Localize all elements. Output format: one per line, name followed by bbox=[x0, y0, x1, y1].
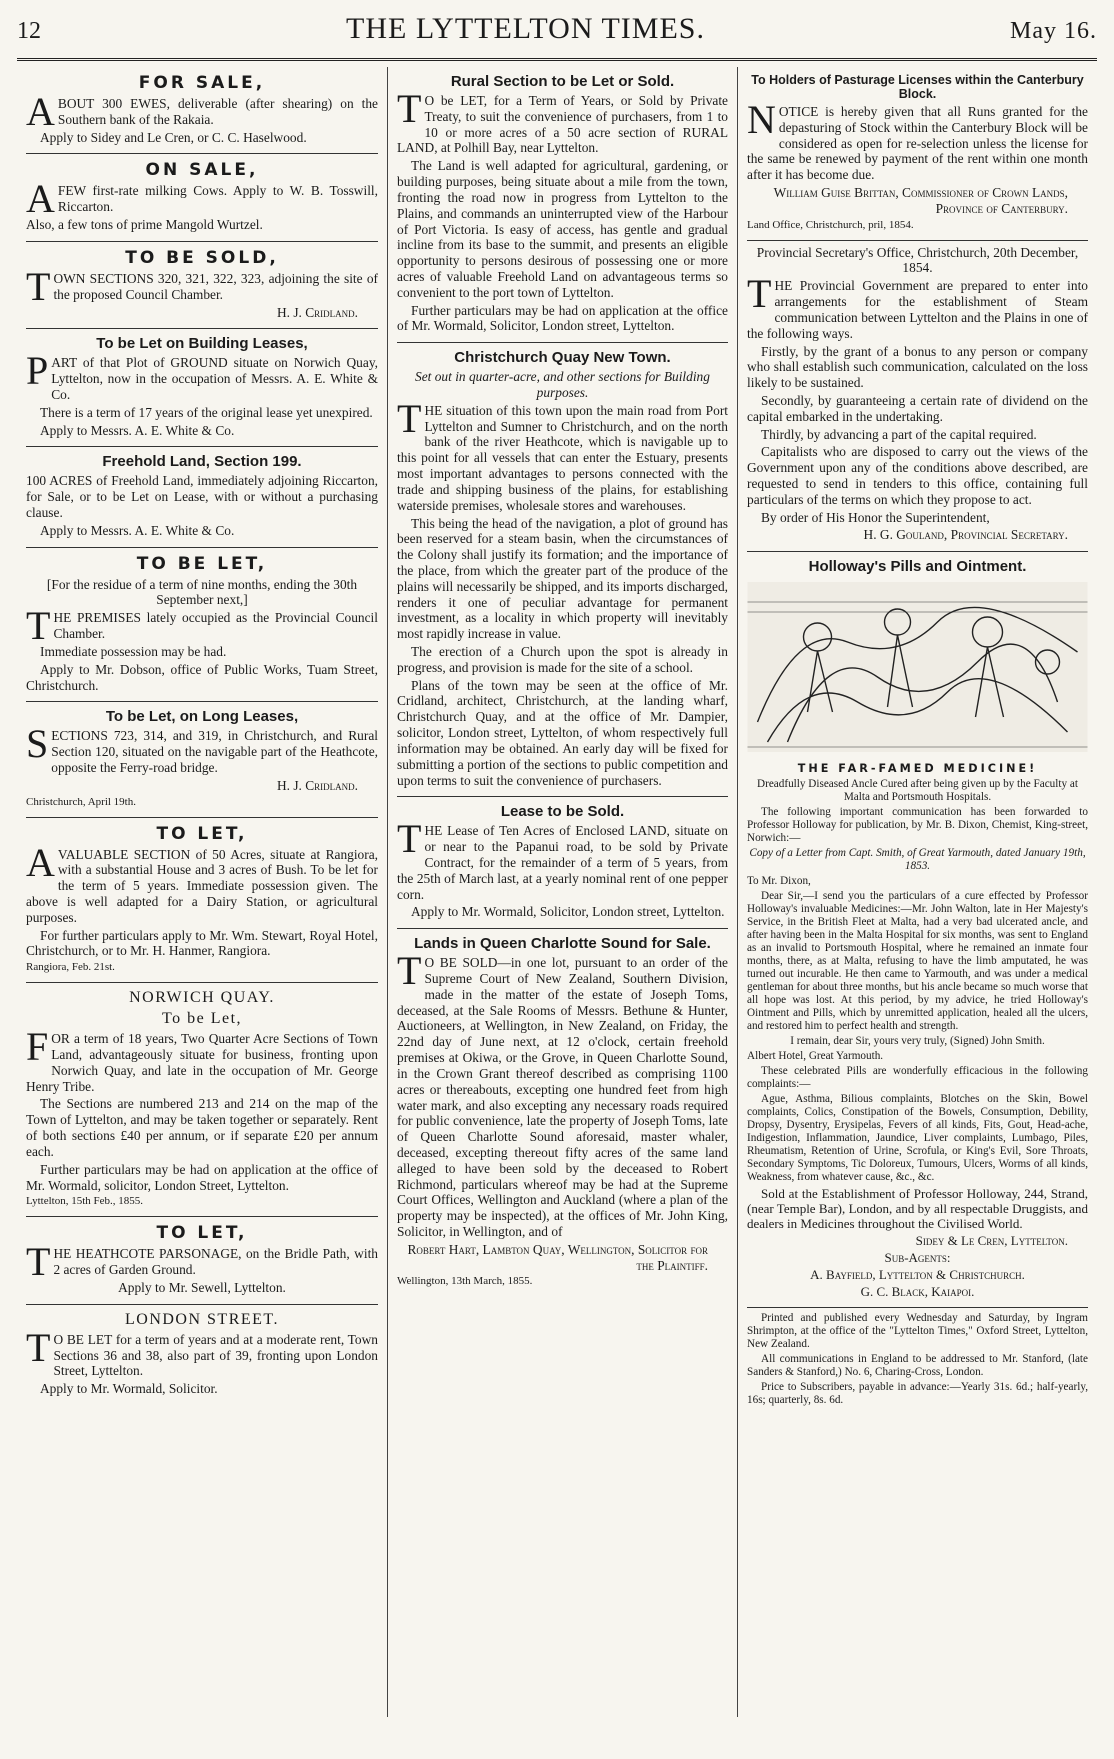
ad-text: To Mr. Dixon, bbox=[747, 875, 811, 888]
ad-dateline: Lyttelton, 15th Feb., 1855. bbox=[26, 1195, 144, 1208]
ad-norwich-quay bbox=[26, 983, 378, 1217]
ad-heading: TO LET, bbox=[156, 823, 248, 844]
ad-text: The Sections are numbered 213 and 214 on the map of the Town of Lyttelton, and may be taken together or separately. Rent of both sections £40 per annum, or if separate £20 per annum each. bbox=[26, 1096, 378, 1159]
masthead-rule bbox=[17, 58, 1097, 63]
ad-heading: To be Let on Building Leases, bbox=[96, 335, 308, 353]
ad-text: FOR a term of 18 years, Two Quarter Acre Sections of Town Land, advantageously situate for business, fronting upon Norwich Quay, and late in the occupation of Mr. George Henry Tribe. bbox=[26, 1024, 378, 1094]
ad-text: TO BE SOLD—in one lot, pursuant to an order of the Supreme Court of New Zealand, Southern Division, made in the matter of the estate of Joseph Toms, deceased, at the Sale Rooms of Messrs. Bethune & Hunter, Auctioneers, at Wellington, in New Zealand, on Friday, the 22nd day of June next, at 12 o'clock, certain freehold premises at Okiwa, or the Grove, in Queen Charlotte Sound, in the Crown Grant thereof described as comprising 1100 acres or thereabouts, excepting one hundred feet from high water mark, and also excepting any necessary roads required for public convenience, late the property of Joseph Toms, late of Queen Charlotte Sound aforesaid, master whaler, deceased, excepting thereout fifty acres of the same land alleged to have been sold by the deceased to Robert Richmond, particulars whereof may be had at the Supreme Court Offices, Wellington and Auckland (where a plan of the property may be inspected), at the offices of Mr. John King, Solicitor, in Wellington, and of bbox=[397, 948, 728, 1239]
ad-premises-to-let bbox=[26, 548, 378, 703]
ad-text: There is a term of 17 years of the original lease yet unexpired. bbox=[40, 404, 373, 420]
ad-text: TOWN SECTIONS 320, 321, 322, 323, adjoining the site of the proposed Council Chamber. bbox=[26, 263, 378, 309]
ad-heading: TO LET, bbox=[156, 1223, 248, 1244]
ad-heading: Freehold Land, Section 199. bbox=[102, 453, 302, 471]
ad-subheading: To be Let, bbox=[161, 1010, 243, 1028]
ad-lease-to-be-sold bbox=[397, 797, 728, 929]
ad-heading: TO BE SOLD, bbox=[125, 247, 279, 268]
ad-heading: Provincial Secretary's Office, Christchurch, 20th December, 1854. bbox=[756, 244, 1079, 276]
issue-date: May 16. bbox=[1009, 18, 1097, 44]
ad-text: Sold at the Establishment of Professor Holloway, 244, Strand, (near Temple Bar), London, and by all respectable Druggists, and dealers in Medicines throughout the Civilised World. bbox=[747, 1185, 1088, 1231]
ad-ewes-for-sale bbox=[26, 67, 378, 154]
ad-text: Further particulars may be had on application at the office of Mr. Wormald, Solicitor, London street, Lyttelton. bbox=[397, 302, 728, 334]
ad-heading: Christchurch Quay New Town. bbox=[454, 349, 671, 367]
ad-text: I remain, dear Sir, yours very truly, (Signed) John Smith. bbox=[790, 1034, 1045, 1047]
ad-dateline: Christchurch, April 19th. bbox=[26, 795, 136, 808]
sub-agent: A. Bayfield, Lyttelton & Christchurch. bbox=[810, 1267, 1025, 1283]
ad-text: Plans of the town may be seen at the office of Mr. Cridland, architect, Christchurch, at the landing wharf, Christchurch Quay, and at the office of Mr. Dampier, solicitor, London street, Lyttelton, of whom respectively full information may be obtained. An early day will be fixed for submitting a portion of the sections to public competition and upon terms to suit the convenience of purchasers. bbox=[397, 677, 728, 788]
ad-text: Firstly, by the grant of a bonus to any person or company who shall establish such communication, calculated on the loss likely to be sustained. bbox=[747, 343, 1088, 391]
ad-text: The Land is well adapted for agricultural, gardening, or building purposes, being situate about a mile from the town, fronting the road now in progress from Lyttelton to the Plains, and commands an uninterrupted view of the Harbour of Port Victoria. Is easy of access, has gentle and gradual incline from its base to the summit, and presents an eligible opportunity to persons desirous of possessing one or more acres of valuable Freehold Land on advantageous terms so convenient to the port town of Lyttelton. bbox=[397, 158, 728, 300]
ad-freehold-land bbox=[26, 447, 378, 547]
ad-text: Apply to Mr. Wormald, Solicitor, London street, Lyttelton. bbox=[411, 904, 725, 920]
ad-heading: ON SALE, bbox=[145, 160, 259, 181]
ad-signature: H. J. Cridland. bbox=[276, 304, 358, 320]
ad-text: TO BE LET for a term of years and at a moderate rent, Town Sections 36 and 38, also part of 39, fronting upon London Street, Lyttelton. bbox=[26, 1324, 378, 1379]
ad-town-sections bbox=[26, 242, 378, 329]
ad-signature: H. J. Cridland. bbox=[276, 777, 358, 793]
ad-text: Further particulars may be had on application at the office of Mr. Wormald, solicitor, London Street, Lyttelton. bbox=[26, 1161, 378, 1193]
ad-text: Apply to Messrs. A. E. White & Co. bbox=[40, 522, 235, 538]
ad-text: NOTICE is hereby given that all Runs granted for the depasturing of Stock within the Canterbury Block will be considered as open for re-selection unless the license for the same be renewed by payment of the rent within one month after it has become due. bbox=[747, 97, 1088, 183]
ad-text: 100 ACRES of Freehold Land, immediately adjoining Riccarton, for Sale, or to be Let on Lease, with or without a purchasing clause. bbox=[26, 473, 378, 520]
ad-christchurch-quay bbox=[397, 343, 728, 797]
ad-text: [For the residue of a term of nine months, ending the 30th September next,] bbox=[46, 576, 358, 608]
ad-london-street bbox=[26, 1305, 378, 1405]
ad-text: Apply to Messrs. A. E. White & Co. bbox=[40, 422, 235, 438]
ad-heading: LONDON STREET. bbox=[124, 1310, 280, 1328]
imprint-text: Price to Subscribers, payable in advance:—Yearly 31s. 6d.; half-yearly, 16s; quarterly, 8s. 6d. bbox=[747, 1381, 1088, 1407]
sub-agents-label: Sub-Agents: bbox=[884, 1250, 951, 1266]
ad-banner: THE FAR-FAMED MEDICINE! bbox=[797, 762, 1038, 776]
ad-text: SECTIONS 723, 314, and 319, in Christchurch, and Rural Section 120, situated on the navigable part of the Heathcote, opposite the Ferry-road bridge. bbox=[26, 721, 378, 775]
ad-queen-charlotte-sound bbox=[397, 929, 728, 1296]
ad-dateline: Wellington, 13th March, 1855. bbox=[397, 1275, 533, 1288]
ad-text: By order of His Honor the Superintendent, bbox=[761, 509, 990, 525]
column-3 bbox=[737, 67, 1097, 1717]
ad-text: Dreadfully Diseased Ancle Cured after being given up by the Faculty at Malta and Portsmouth Hospitals. bbox=[757, 778, 1078, 804]
ad-long-leases bbox=[26, 702, 378, 817]
ad-signature: Robert Hart, Lambton Quay, Wellington, Solicitor for the Plaintiff. bbox=[407, 1241, 708, 1273]
ad-text: ABOUT 300 EWES, deliverable (after shearing) on the Southern bank of the Rakaia. bbox=[26, 89, 378, 134]
ad-text: Apply to Mr. Sewell, Lyttelton. bbox=[118, 1279, 286, 1295]
ad-text: Capitalists who are disposed to carry out the views of the Government upon any of the conditions above described, are requested to send in tenders to this office, containing full particulars of the terms on which they propose to act. bbox=[747, 444, 1088, 507]
ad-text: Apply to Sidey and Le Cren, or C. C. Haselwood. bbox=[40, 129, 307, 145]
ad-heading: Lease to be Sold. bbox=[500, 803, 625, 821]
ad-text: TO be LET, for a Term of Years, or Sold by Private Treaty, to suit the convenience of purchasers, from 1 to 10 or more acres of a 50 acre section of RURAL LAND, at Polhill Bay, near Lyttelton. bbox=[397, 86, 728, 156]
ad-text: THE situation of this town upon the main road from Port Lyttelton and Sumner to Christchurch, and on the north bank of the river Heathcote, which is navigable up to this point for all vessels that can enter the Estuary, presents most important advantages to persons connected with the trade and shipping business of the plains, for establishing waterside premises, wholesale stores and warehouses. bbox=[397, 395, 728, 513]
ad-heading: Rural Section to be Let or Sold. bbox=[450, 73, 675, 90]
newspaper-title: THE LYTTELTON TIMES. bbox=[346, 12, 705, 45]
ad-dateline: Land Office, Christchurch, pril, 1854. bbox=[747, 218, 914, 231]
ad-heading: FOR SALE, bbox=[138, 73, 266, 93]
ad-heading: TO BE LET, bbox=[136, 553, 268, 574]
ad-rural-section bbox=[397, 67, 728, 343]
ad-text: THE HEATHCOTE PARSONAGE, on the Bridle Path, with 2 acres of Garden Ground. bbox=[26, 1239, 378, 1285]
ad-heading: Holloway's Pills and Ointment. bbox=[808, 558, 1027, 576]
ad-text: The erection of a Church upon the spot is already in progress, and provision is made for the site of a school. bbox=[397, 644, 728, 675]
column-2 bbox=[387, 67, 737, 1717]
ad-text: THE PREMISES lately occupied as the Provincial Council Chamber. bbox=[26, 603, 378, 649]
page-number: 12 bbox=[17, 18, 41, 44]
imprint bbox=[747, 1308, 1088, 1415]
ad-text: Apply to Mr. Dobson, office of Public Works, Tuam Street, Christchurch. bbox=[26, 661, 378, 693]
masthead bbox=[17, 12, 1097, 58]
ad-text: Also, a few tons of prime Mangold Wurtzel. bbox=[26, 217, 263, 233]
ad-text: AFEW first-rate milking Cows. Apply to W. B. Tosswill, Riccarton. bbox=[26, 176, 378, 222]
ad-text: This being the head of the navigation, a plot of ground has been reserved for a steam basin, when the circumstances of the Colony shall justify its formation; and the importance of the place, from which the greater part of the produce of the plains will necessarily be shipped, and its imports discharged, renders it one of peculiar advantage for permanent investment, as a locality in which property will inevitably most rapidly increase in value. bbox=[397, 515, 728, 642]
ad-text: PART of that Plot of GROUND situate on Norwich Quay, Lyttelton, now in the occupation of Messrs. A. E. White & Co. bbox=[26, 348, 378, 402]
ad-holloways-pills bbox=[747, 552, 1088, 1308]
ad-text: THE Lease of Ten Acres of Enclosed LAND, situate on or near to the Papanui road, to be sold by Private Contract, for the remainder of a term of 5 years, from the 25th of March last, at a yearly nominal rent of one pepper corn. bbox=[397, 816, 728, 902]
ad-heading: Lands in Queen Charlotte Sound for Sale. bbox=[414, 935, 711, 953]
ad-text: Secondly, by guaranteeing a certain rate of dividend on the capital embarked in the undertaking. bbox=[747, 392, 1088, 424]
ad-signature: William Guise Brittan, Commissioner of Crown Lands, Province of Canterbury. bbox=[773, 185, 1068, 216]
ad-text: The following important communication has been forwarded to Professor Holloway for publication, by Mr. B. Dixon, Chemist, King-street, Norwich:— bbox=[747, 806, 1088, 845]
newspaper-page bbox=[17, 12, 1097, 1732]
ad-dateline: Rangiora, Feb. 21st. bbox=[26, 961, 115, 974]
ad-rangiora-section bbox=[26, 818, 378, 984]
ad-text: Thirdly, by advancing a part of the capital required. bbox=[761, 426, 1037, 442]
imprint-text: Printed and published every Wednesday and Saturday, by Ingram Shrimpton, at the office of the "Lyttelton Times," Oxford Street, Lyttelton, New Zealand. bbox=[747, 1312, 1088, 1351]
column-1 bbox=[17, 67, 387, 1717]
ad-building-leases bbox=[26, 329, 378, 447]
ad-steam-communication bbox=[747, 241, 1088, 553]
ad-signature: H. G. Gouland, Provincial Secretary. bbox=[863, 527, 1068, 543]
ad-text: For further particulars apply to Mr. Wm. Stewart, Royal Hotel, Christchurch, or to Mr. H. Hanmer, Rangiora. bbox=[26, 927, 378, 959]
imprint-text: All communications in England to be addressed to Mr. Stanford, (late Sanders & Stanford,) No. 6, Charing-Cross, London. bbox=[747, 1353, 1088, 1379]
ad-pasturage-licenses bbox=[747, 67, 1088, 241]
sub-agent: G. C. Black, Kaiapoi. bbox=[860, 1284, 975, 1300]
ad-text: These celebrated Pills are wonderfully efficacious in the following complaints:— bbox=[747, 1064, 1088, 1090]
ad-subheading: Set out in quarter-acre, and other sections for Building purposes. bbox=[415, 369, 710, 400]
engraving-illustration bbox=[747, 582, 1088, 752]
ad-text: Copy of a Letter from Capt. Smith, of Great Yarmouth, dated January 19th, 1853. bbox=[749, 847, 1086, 873]
ad-text: Immediate possession may be had. bbox=[40, 643, 227, 659]
ad-text: Dear Sir,—I send you the particulars of a cure effected by Professor Holloway's invaluable Medicines:—Mr. John Walton, late in Her Majesty's Service, in the British Fleet at Malta, had a very bad ulcerated ancle, and after having been in the Malta Hospital for six months, was sent to England as an invalid to Portsmouth Hospital, where he remained an inmate four months, there, as at Malta, refusing to have the limb amputated, he was turned out incurable. He then came to Yarmouth, and was under a medical gentleman for about three months, but his ancle became so much worse that all hope was lost. At this period, by my advice, he tried Holloway's Ointment and Pills, which by unremitted application, healed all the ulcers, and restored him to perfect health and strength. bbox=[747, 890, 1088, 1032]
ad-heading: To Holders of Pasturage Licenses within the Canterbury Block. bbox=[751, 73, 1084, 101]
ad-heading: To be Let, on Long Leases, bbox=[105, 708, 299, 726]
ad-signature: Sidey & Le Cren, Lyttelton. bbox=[915, 1233, 1068, 1249]
ad-text: AVALUABLE SECTION of 50 Acres, situate at Rangiora, with a substantial House and 3 acres of Bush. To be let for the term of 5 years. Immediate possession given. The above is well adapted for a Dairy Station, or agricultural purposes. bbox=[26, 839, 378, 925]
ad-text: THE Provincial Government are prepared to enter into arrangements for the establishment of Steam communication between Lyttelton and the Plains in one of the following ways. bbox=[747, 271, 1088, 341]
ad-text: Ague, Asthma, Bilious complaints, Blotches on the Skin, Bowel complaints, Colics, Constipation of the Bowels, Consumption, Debility, Dropsy, Dysentry, Erysipelas, Fevers of all kinds, Fits, Gout, Head-ache, Indigestion, Inflammation, Jaundice, Liver complaints, Lumbago, Piles, Rheumatism, Retention of Urine, Scrofula, or King's Evil, Sore Throats, Secondary Symptoms, Tic Doloreux, Tumours, Ulcers, Worms of all kinds, Weakness, from whatever cause, &c., &c. bbox=[747, 1092, 1088, 1183]
ad-text: Apply to Mr. Wormald, Solicitor. bbox=[40, 1381, 218, 1397]
ad-text: Albert Hotel, Great Yarmouth. bbox=[747, 1049, 884, 1062]
ad-cows-on-sale bbox=[26, 154, 378, 241]
ad-heading: NORWICH QUAY. bbox=[129, 989, 275, 1007]
ad-heathcote-parsonage bbox=[26, 1217, 378, 1304]
